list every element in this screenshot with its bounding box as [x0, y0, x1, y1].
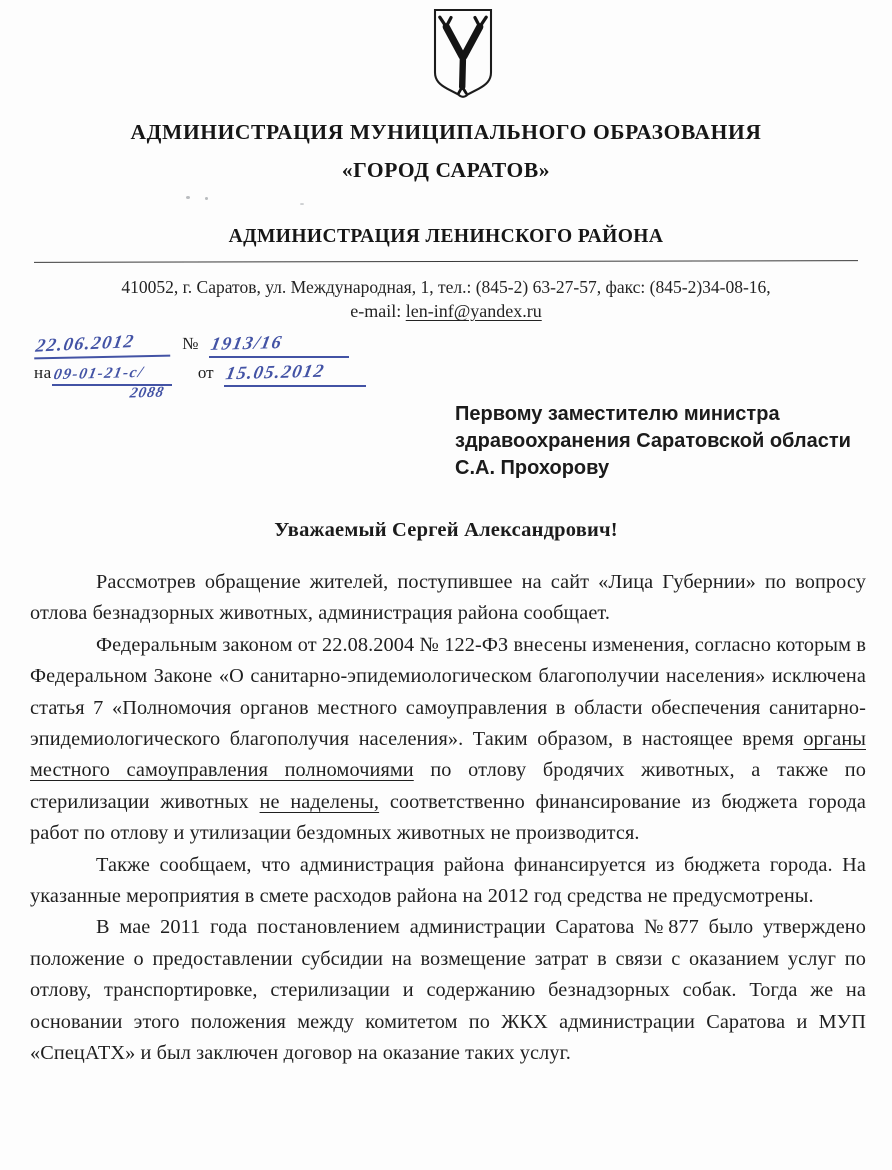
- reference-block: [34, 331, 464, 402]
- scan-speck: [205, 197, 208, 200]
- body-paragraph: [30, 850, 866, 913]
- handwritten-incoming-date: 15.05.2012: [224, 363, 366, 387]
- email-address: len-inf@yandex.ru: [405, 301, 542, 321]
- email-line: [0, 301, 892, 322]
- saratov-coat-of-arms-icon: [423, 6, 503, 102]
- text-segment: Федеральным законом от 22.08.2004 № 122-ФЗ внесены изменения, согласно которым в Федеральном Законе «О санитарно-эпидемиологическом благополучии населения» исключена статья 7 «Полномочия органов местного самоуправления в области обеспечения санитарно-эпидемиологического благополучия населения». Таким образом, в настоящее время: [30, 633, 866, 751]
- handwritten-outgoing-number: 1913/16: [209, 334, 349, 358]
- text-segment: по отлову бродячих животных, а также по стерилизации животных: [30, 759, 866, 813]
- outgoing-reference-row: [34, 331, 464, 363]
- underlined-text-segment: не наделены,: [259, 790, 380, 813]
- organization-name-line2: «ГОРОД САРАТОВ»: [341, 158, 551, 182]
- handwritten-incoming-number-denominator: 2088: [128, 384, 166, 402]
- email-label: e-mail:: [350, 301, 406, 321]
- ot-label: от: [197, 363, 214, 382]
- department-name: АДМИНИСТРАЦИЯ ЛЕНИНСКОГО РАЙОНА: [228, 226, 664, 247]
- text-segment: соответственно финансирование из бюджета города работ по отлову и утилизации бездомных животных не производится.: [30, 790, 866, 845]
- letterhead-divider: [34, 260, 858, 263]
- underlined-text-segment: органы местного самоуправления полномочиями: [30, 728, 866, 782]
- scan-speck: [186, 196, 190, 199]
- body-paragraph: [30, 912, 866, 1069]
- address-line: 410052, г. Саратов, ул. Международная, 1, тел.: (845-2) 63-27-57, факс: (845-2)34-08-16,: [121, 277, 771, 297]
- text-segment: Также сообщаем, что администрация района финансируется из бюджета города. На указанные мероприятия в смете расходов района на 2012 год средства не предусмотрены.: [30, 853, 866, 908]
- na-label: на: [34, 363, 52, 382]
- incoming-reference-row: [34, 361, 464, 402]
- body-paragraph: [30, 567, 866, 630]
- handwritten-outgoing-date: 22.06.2012: [34, 333, 170, 360]
- organization-name-line1: АДМИНИСТРАЦИЯ МУНИЦИПАЛЬНОГО ОБРАЗОВАНИЯ: [130, 120, 762, 144]
- recipient-line: здравоохранения Саратовской области: [455, 430, 851, 452]
- body-paragraph: [30, 630, 866, 850]
- scan-speck: [300, 203, 304, 205]
- number-sign-label: №: [182, 334, 199, 353]
- letter-body: [30, 567, 866, 1070]
- recipient-line: Первому заместителю министра: [455, 403, 780, 425]
- handwritten-incoming-number: 09-01-21-с/ 2088: [52, 365, 172, 386]
- salutation: Уважаемый Сергей Александрович!: [274, 519, 618, 541]
- letterhead-emblem: [17, 0, 892, 107]
- text-segment: В мае 2011 года постановлением администрации Саратова №877 было утверждено положение о предоставлении субсидии на возмещение затрат в связи с оказанием услуг по отлову, транспортировке, стерилизации и содержанию безнадзорных собак. Тогда же на основании этого положения между комитетом по ЖКХ администрации Саратова и МУП «СпецАТХ» и был заключен договор на оказание таких услуг.: [30, 916, 866, 1065]
- recipient-block: [455, 401, 865, 482]
- recipient-line: С.А. Прохорову: [455, 457, 610, 479]
- text-segment: Рассмотрев обращение жителей, поступившее на сайт «Лица Губернии» по вопросу отлова безнадзорных животных, администрация района сообщает.: [30, 571, 866, 625]
